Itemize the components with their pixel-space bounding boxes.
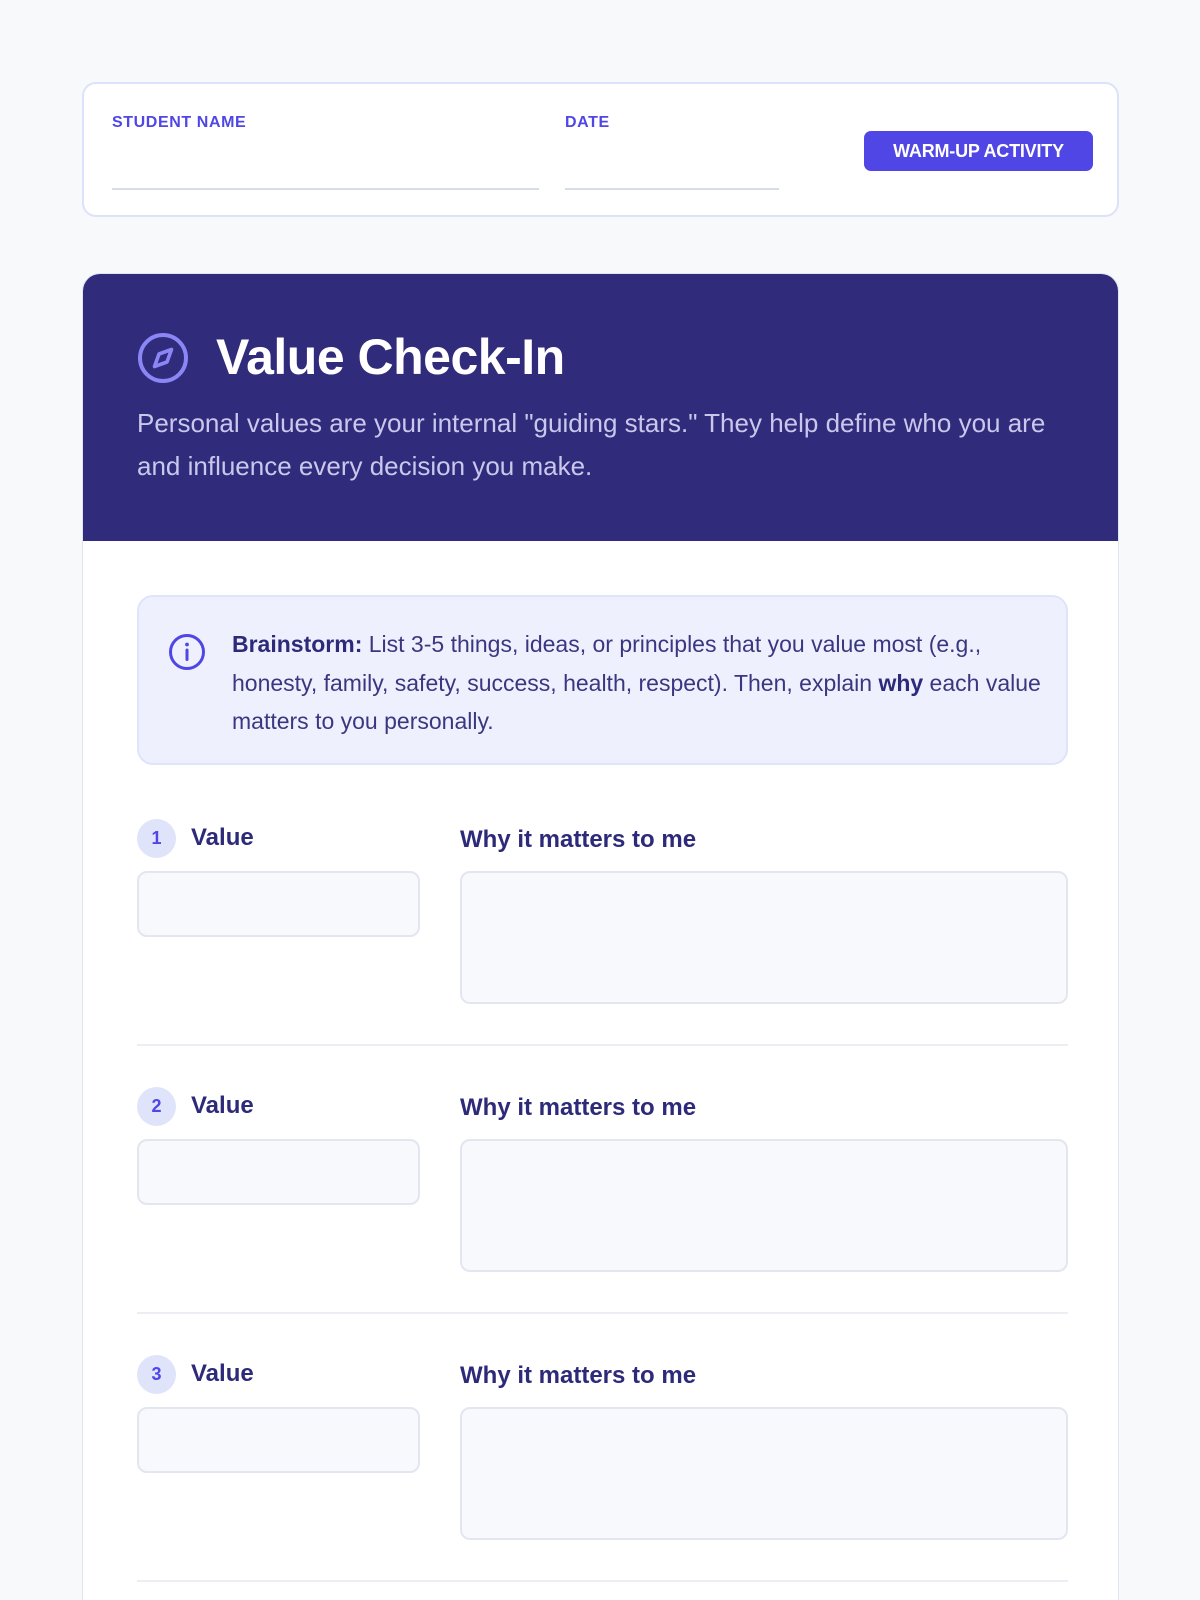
row-number-badge: 2 [137, 1087, 176, 1126]
value-label: Value [191, 1092, 254, 1119]
why-textarea-3[interactable] [460, 1407, 1068, 1540]
why-textarea-2[interactable] [460, 1139, 1068, 1272]
warm-up-activity-badge: WARM-UP ACTIVITY [864, 131, 1093, 171]
page-title: Value Check-In [216, 329, 565, 385]
row-number-badge: 1 [137, 819, 176, 858]
student-info-card [82, 82, 1119, 217]
value-input-3[interactable] [137, 1407, 420, 1473]
value-label: Value [191, 1360, 254, 1387]
instructions-text [232, 625, 1052, 741]
value-input-1[interactable] [137, 871, 420, 937]
date-label: DATE [565, 114, 610, 131]
compass-icon [137, 332, 189, 384]
date-field[interactable] [565, 188, 779, 190]
instructions-box [137, 595, 1068, 765]
page-subtitle: Personal values are your internal "guiding stars." They help define who you are and influence every decision you make. [137, 408, 1046, 481]
info-icon [167, 632, 207, 672]
value-input-2[interactable] [137, 1139, 420, 1205]
row-divider [137, 1044, 1068, 1046]
instructions-lead: Brainstorm: [232, 631, 363, 657]
student-name-field[interactable] [112, 188, 539, 190]
value-label: Value [191, 824, 254, 851]
value-row-2 [137, 1087, 1068, 1355]
value-check-in-card [82, 273, 1119, 1600]
why-label: Why it matters to me [460, 826, 697, 853]
instructions-body-2: each value matters to you personally. [232, 669, 1041, 734]
instructions-emphasis: why [878, 669, 924, 696]
hero-banner [83, 274, 1118, 541]
value-row-1 [137, 819, 1068, 1087]
why-textarea-1[interactable] [460, 871, 1068, 1004]
student-name-label: STUDENT NAME [112, 114, 247, 131]
row-divider [137, 1312, 1068, 1314]
why-label: Why it matters to me [460, 1094, 697, 1121]
why-label: Why it matters to me [460, 1362, 697, 1389]
instructions-body-1: List 3-5 things, ideas, or principles that you value most (e.g., honesty, family, safety, success, health, respect). Then, explain [232, 631, 982, 696]
row-number-badge: 3 [137, 1355, 176, 1394]
row-divider [137, 1580, 1068, 1582]
value-row-3 [137, 1355, 1068, 1600]
